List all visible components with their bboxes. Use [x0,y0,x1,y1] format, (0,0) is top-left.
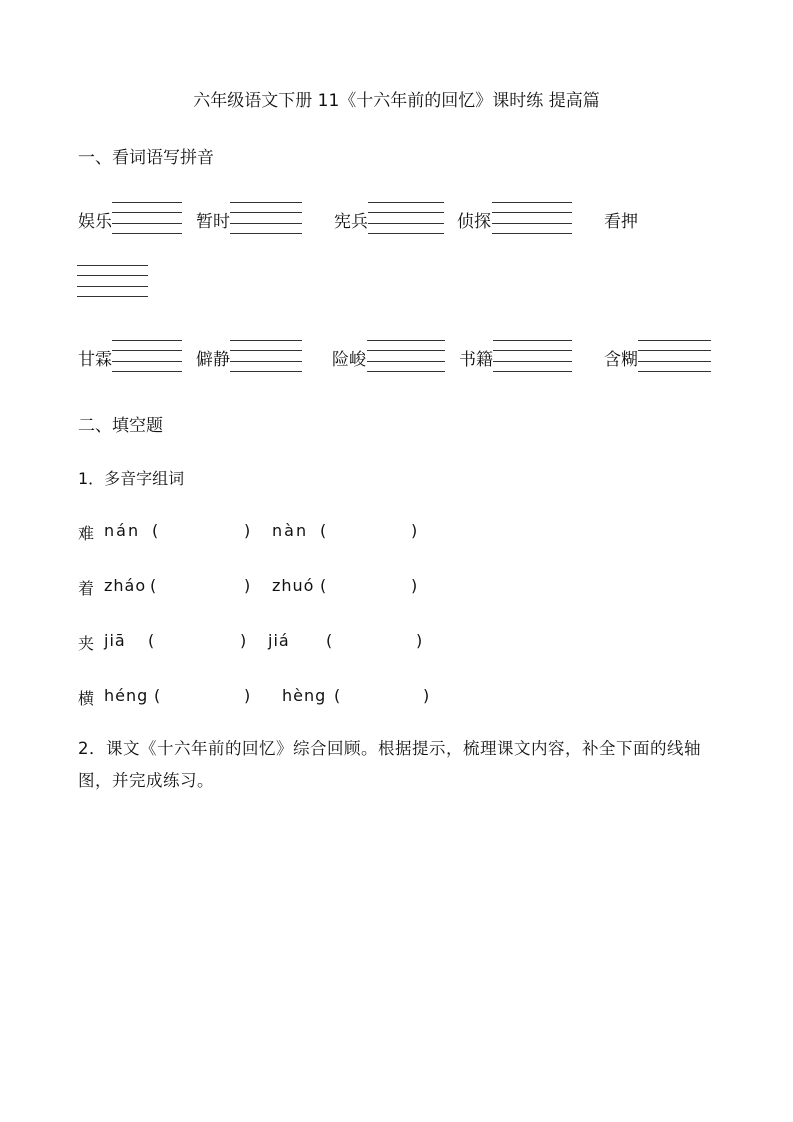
poly-pinyin-4a: héng [104,686,149,705]
word-2-4: 书籍 [459,350,493,370]
poly-pinyin-2b: zhuó [272,576,315,595]
poly-pinyin-3b: jiá [268,631,290,650]
poly-close-4a: ) [244,686,251,705]
pinyin-blank-2-5[interactable] [638,340,711,372]
poly-close-3a: ) [240,631,247,650]
poly-close-3b: ) [416,631,423,650]
poly-pinyin-3a: jiā [104,631,126,650]
poly-close-2b: ) [411,576,418,595]
poly-pinyin-1a: nán [104,521,141,540]
word-1-2: 暂时 [196,212,230,232]
poly-char-1: 难 [78,524,95,543]
pinyin-blank-2-3[interactable] [367,340,445,372]
word-1-4: 侦探 [457,212,491,232]
pinyin-blank-1-3[interactable] [368,202,444,234]
poly-char-2: 着 [78,579,95,598]
q2-text: 2．课文《十六年前的回忆》综合回顾。根据提示，梳理课文内容，补全下面的线轴图，并完成练习。 [78,739,701,790]
poly-open-1a: ( [152,521,159,540]
pinyin-blank-2-4[interactable] [493,340,572,372]
poly-close-1a: ) [244,521,251,540]
poly-open-1b: ( [320,521,327,540]
word-2-2: 僻静 [196,350,230,370]
page-title: 六年级语文下册 11《十六年前的回忆》课时练 提高篇 [193,91,600,111]
poly-open-3a: ( [148,631,155,650]
poly-close-1b: ) [411,521,418,540]
poly-pinyin-2a: zháo [104,576,147,595]
pinyin-blank-1-1[interactable] [112,202,182,234]
poly-open-4a: ( [154,686,161,705]
poly-char-4: 横 [78,689,95,708]
poly-close-2a: ) [244,576,251,595]
poly-char-3: 夹 [78,634,95,653]
word-2-5: 含糊 [604,350,638,370]
poly-open-4b: ( [334,686,341,705]
pinyin-blank-2-2[interactable] [230,340,302,372]
pinyin-blank-1-2[interactable] [230,202,302,234]
poly-open-3b: ( [326,631,333,650]
poly-pinyin-4b: hèng [282,686,327,705]
section-heading-pinyin: 一、看词语写拼音 [78,148,214,168]
word-1-3: 宪兵 [334,212,368,232]
section-heading-fill: 二、填空题 [78,416,163,436]
word-2-1: 甘霖 [78,350,112,370]
poly-open-2b: ( [320,576,327,595]
poly-open-2a: ( [150,576,157,595]
poly-close-4b: ) [423,686,430,705]
word-1-1: 娱乐 [78,212,112,232]
pinyin-blank-1-4[interactable] [492,202,572,234]
word-1-5: 看押 [604,212,638,232]
pinyin-blank-2-1[interactable] [112,340,182,372]
q1-label: 1．多音字组词 [78,469,185,488]
word-2-3: 险峻 [332,350,366,370]
pinyin-blank-1-5[interactable] [77,265,148,297]
poly-pinyin-1b: nàn [272,521,309,540]
